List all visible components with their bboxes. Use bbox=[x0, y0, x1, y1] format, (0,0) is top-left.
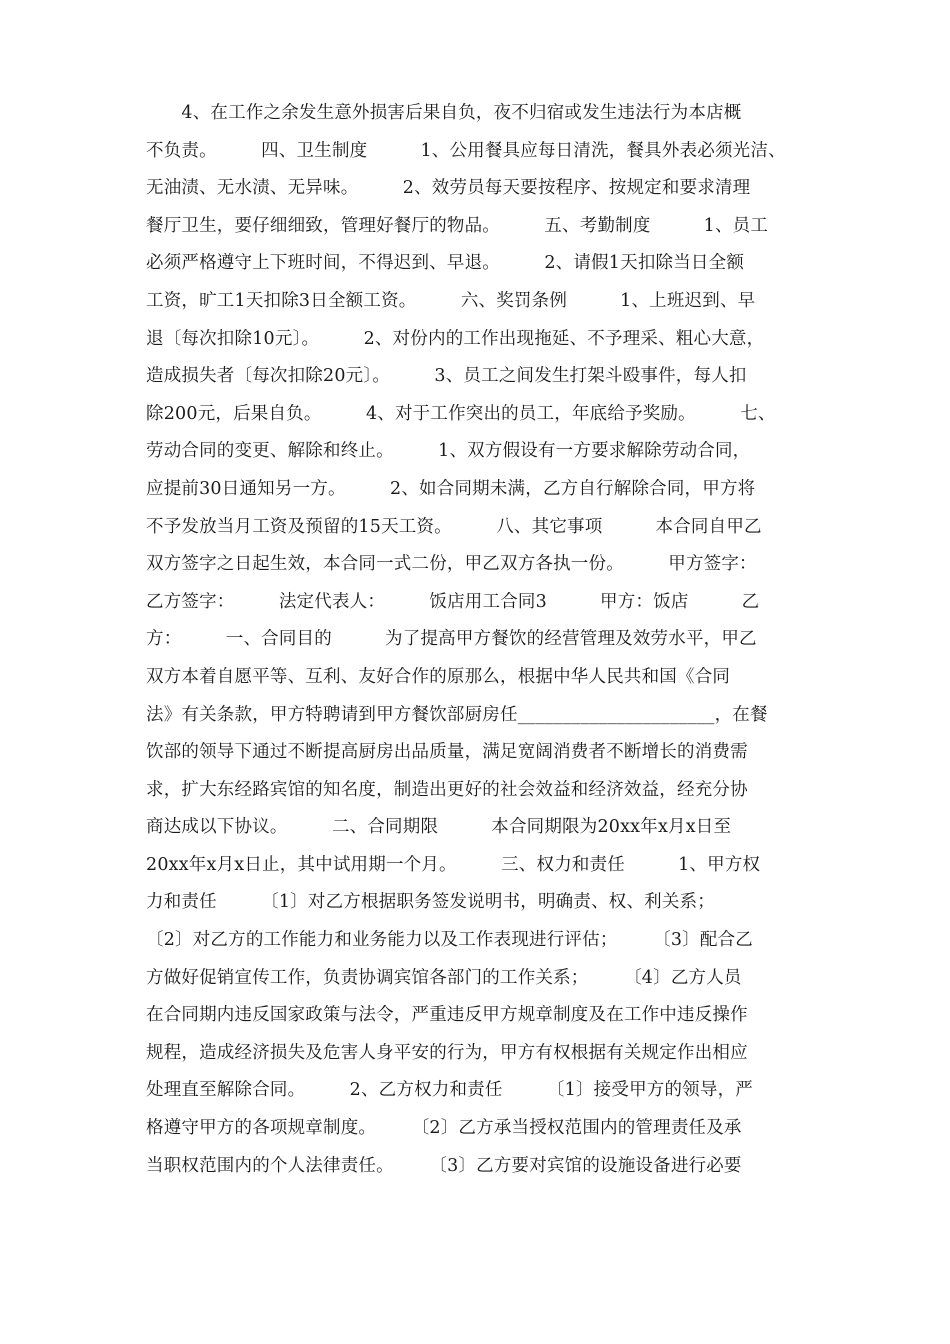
text-line: 工资，旷工1天扣除3日全额工资。 六、奖罚条例 1、上班迟到、早 bbox=[146, 290, 756, 311]
text-line: 法》有关条款，甲方特聘请到甲方餐饮部厨房任______________________，在餐 bbox=[146, 704, 768, 725]
text-line: 餐厅卫生，要仔细细致，管理好餐厅的物品。 五、考勤制度 1、员工 bbox=[146, 215, 769, 236]
text-line: 双方本着自愿平等、互利、友好合作的原那么，根据中华人民共和国《合同 bbox=[146, 666, 731, 687]
text-line: 除200元，后果自负。 4、对于工作突出的员工，年底给予奖励。 七、 bbox=[146, 403, 776, 424]
text-line: 不负责。 四、卫生制度 1、公用餐具应每日清洗，餐具外表必须光洁、 bbox=[146, 140, 786, 161]
contract-body-text bbox=[146, 95, 808, 1185]
text-line: 在合同期内违反国家政策与法令，严重违反甲方规章制度及在工作中违反操作 bbox=[146, 1005, 748, 1026]
text-line: 商达成以下协议。 二、合同期限 本合同期限为20xx年x月x日至 bbox=[146, 817, 732, 838]
text-line: 必须严格遵守上下班时间，不得迟到、早退。 2、请假1天扣除当日全额 bbox=[146, 253, 745, 274]
text-line: 当职权范围内的个人法律责任。 〔3〕乙方要对宾馆的设施设备进行必要 bbox=[146, 1155, 742, 1176]
text-line: 无油渍、无水渍、无异味。 2、效劳员每天要按程序、按规定和要求清理 bbox=[146, 178, 751, 199]
text-line: 乙方签字： 法定代表人： 饭店用工合同3 甲方：饭店 乙 bbox=[146, 591, 760, 612]
text-line: 方： 一、合同目的 为了提高甲方餐饮的经营管理及效劳水平，甲乙 bbox=[146, 629, 757, 650]
text-line: 格遵守甲方的各项规章制度。 〔2〕乙方承当授权范围内的管理责任及承 bbox=[146, 1118, 742, 1139]
text-line: 求，扩大东经路宾馆的知名度，制造出更好的社会效益和经济效益，经充分协 bbox=[146, 779, 748, 800]
text-line: 不予发放当月工资及预留的15天工资。 八、其它事项 本合同自甲乙 bbox=[146, 516, 762, 537]
text-line: 4、在工作之余发生意外损害后果自负，夜不归宿或发生违法行为本店概 bbox=[146, 103, 742, 123]
text-line: 20xx年x月x日止，其中试用期一个月。 三、权力和责任 1、甲方权 bbox=[146, 854, 761, 875]
text-line: 规程，造成经济损失及危害人身平安的行为，甲方有权根据有关规定作出相应 bbox=[146, 1042, 748, 1063]
text-line: 双方签字之日起生效，本合同一式二份，甲乙双方各执一份。 甲方签字： bbox=[146, 554, 757, 575]
text-line: 处理直至解除合同。 2、乙方权力和责任 〔1〕接受甲方的领导，严 bbox=[146, 1080, 753, 1101]
text-line: 方做好促销宣传工作，负责协调宾馆各部门的工作关系； 〔4〕乙方人员 bbox=[146, 967, 742, 988]
text-line: 〔2〕对乙方的工作能力和业务能力以及工作表现进行评估； 〔3〕配合乙 bbox=[146, 930, 753, 951]
text-line: 造成损失者〔每次扣除20元〕。 3、员工之间发生打架斗殴事件，每人扣 bbox=[146, 366, 747, 387]
text-line: 退〔每次扣除10元〕。 2、对份内的工作出现拖延、不予理采、粗心大意， bbox=[146, 328, 765, 349]
text-line: 力和责任 〔1〕对乙方根据职务签发说明书，明确责、权、利关系； bbox=[146, 892, 715, 913]
text-line: 劳动合同的变更、解除和终止。 1、双方假设有一方要求解除劳动合同， bbox=[146, 441, 751, 462]
text-line: 应提前30日通知另一方。 2、如合同期未满，乙方自行解除合同，甲方将 bbox=[146, 478, 756, 499]
text-line: 饮部的领导下通过不断提高厨房出品质量，满足宽阔消费者不断增长的消费需 bbox=[146, 742, 748, 763]
